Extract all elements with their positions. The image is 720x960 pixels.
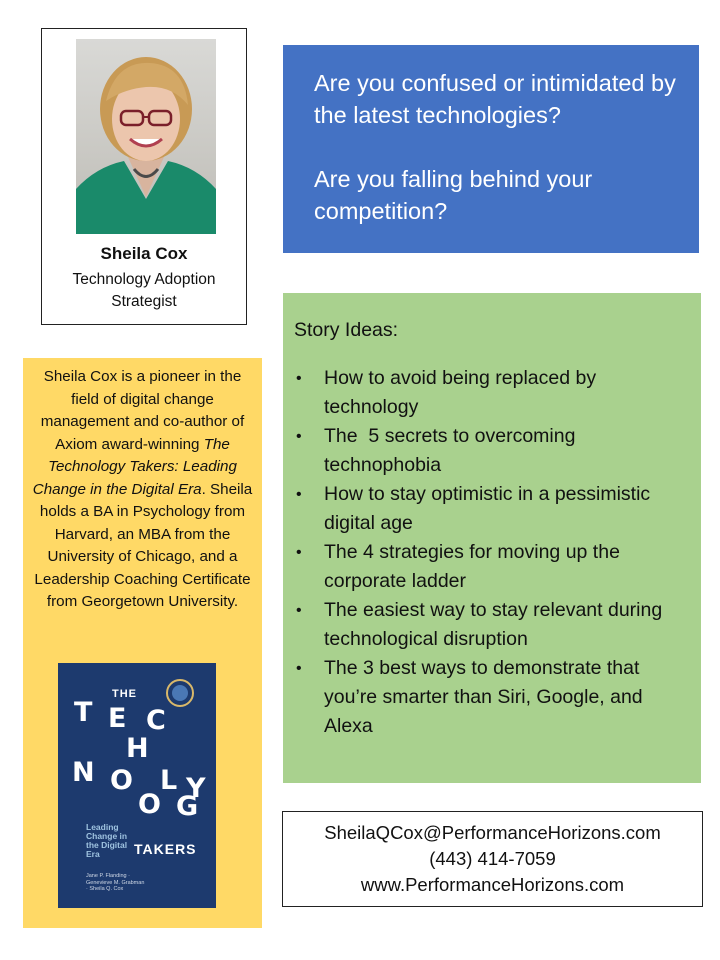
profile-name: Sheila Cox [100,244,188,263]
story-ideas-list [294,364,691,741]
book-letter-l: L [160,765,178,796]
story-ideas-box [283,293,701,783]
book-letter-t: T [74,697,93,728]
bio-text [29,366,256,614]
contact-phone[interactable]: (443) 414-7059 [429,848,556,869]
book-letter-c: C [146,705,166,736]
question-box [283,45,699,253]
book-letter-e: E [108,703,127,734]
bullet-icon: • [296,660,302,677]
question-2: Are you falling behind your competition? [314,166,593,224]
story-idea-item [294,422,691,480]
story-idea-text: The 5 secrets to overcoming technophobia [324,425,581,476]
bio-box [23,358,262,928]
bullet-icon: • [296,486,302,503]
bio-part-2: . Sheila holds a BA in Psychology from Harvard, an MBA from the University of Chicago, and a Leadership Coaching Certificate from Georgetown University. [34,480,253,610]
bio-part-1: Sheila Cox is a pioneer in the field of digital change management and co-author of Axiom award-winning [40,368,245,453]
story-idea-item [294,480,691,538]
story-idea-text: The 3 best ways to demonstrate that you’re smarter than Siri, Google, and Alexa [324,657,643,737]
book-letter-o2: O [138,789,161,820]
story-idea-text: The easiest way to stay relevant during technological disruption [324,599,663,650]
book-the: THE [112,688,137,700]
story-idea-item [294,538,691,596]
story-idea-item [294,596,691,654]
book-letter-o1: O [110,765,133,796]
bullet-icon: • [296,370,302,387]
story-idea-item [294,654,691,741]
profile-card [41,28,247,325]
profile-photo [76,39,216,234]
book-takers: TAKERS [134,841,197,857]
book-letter-n: N [72,757,95,788]
book-cover [58,663,216,908]
bullet-icon: • [296,428,302,445]
contact-box [282,811,703,907]
story-idea-text: How to avoid being replaced by technology [324,367,597,418]
profile-title [42,269,246,313]
story-ideas-heading: Story Ideas: [294,319,399,341]
story-idea-text: The 4 strategies for moving up the corporate ladder [324,541,620,592]
book-letter-h: H [126,733,149,764]
book-letter-y: Y [186,773,206,804]
book-authors: Jane P. Flanding · Genevieve M. Grabman · Sheila Q. Cox [86,873,145,892]
bio-book-title: The Technology Takers: Leading Change in the Digital Era [32,435,237,498]
book-letter-g: G [176,791,199,822]
question-1: Are you confused or intimidated by the latest technologies? [314,70,676,128]
contact-email[interactable]: SheilaQCox@PerformanceHorizons.com [324,822,661,843]
bullet-icon: • [296,544,302,561]
story-idea-text: How to stay optimistic in a pessimistic digital age [324,483,651,534]
profile-title-text: Technology Adoption Strategist [72,271,216,310]
book-subtitle: Leading Change in the Digital Era [86,822,128,859]
contact-website[interactable]: www.PerformanceHorizons.com [360,874,625,895]
story-idea-item [294,364,691,422]
bullet-icon: • [296,602,302,619]
